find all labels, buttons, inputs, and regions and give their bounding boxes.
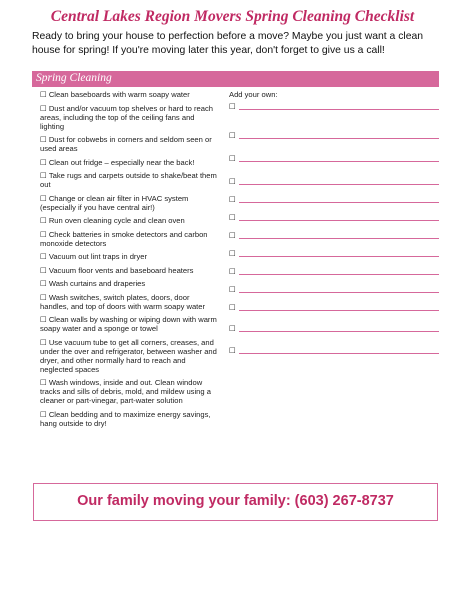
add-your-own-label: Add your own: <box>229 90 278 99</box>
checklist-item <box>40 410 218 428</box>
checkbox-icon[interactable]: ☐ <box>229 346 236 355</box>
checklist-item <box>40 158 218 167</box>
add-your-own-line[interactable] <box>229 131 439 140</box>
checklist-item <box>40 378 218 405</box>
write-in-rule <box>239 331 439 332</box>
intro-paragraph: Ready to bring your house to perfection before a move? Maybe you just want a clean house for spring! If you're moving later this year, don't forget to give us a call! <box>32 31 424 56</box>
checkbox-icon[interactable]: ☐ <box>40 103 47 113</box>
checklist-item <box>40 104 218 131</box>
checklist-item <box>40 279 218 288</box>
checklist-item-text: Wash windows, inside and out. Clean window tracks and sills of debris, mold, and mildew using a cleaner or part-vinegar, part-water solution <box>40 378 211 405</box>
checklist-item <box>40 194 218 212</box>
write-in-rule <box>239 310 439 311</box>
footer-box <box>33 483 438 521</box>
checklist-item-text: Wash curtains and draperies <box>48 279 146 288</box>
checkbox-icon[interactable]: ☐ <box>229 177 236 186</box>
add-your-own-line[interactable] <box>229 285 439 294</box>
checkbox-icon[interactable]: ☐ <box>229 102 236 111</box>
checkbox-icon[interactable]: ☐ <box>229 131 236 140</box>
add-your-own-line[interactable] <box>229 154 439 163</box>
write-in-rule <box>239 184 439 185</box>
checklist-item-text: Clean baseboards with warm soapy water <box>48 90 190 99</box>
checklist-item-text: Clean bedding and to maximize energy savings, hang outside to dry! <box>40 409 211 428</box>
checkbox-icon[interactable]: ☐ <box>40 252 47 261</box>
checklist-item <box>40 293 218 311</box>
checklist-item <box>40 171 218 189</box>
checkbox-icon[interactable]: ☐ <box>40 157 47 167</box>
checklist-item-text: Dust and/or vacuum top shelves or hard to reach areas, including the top of the ceiling fans and lighting <box>40 103 214 131</box>
checkbox-icon[interactable]: ☐ <box>40 337 47 347</box>
write-in-rule <box>239 292 439 293</box>
add-your-own-line[interactable] <box>229 231 439 240</box>
checkbox-icon[interactable]: ☐ <box>229 324 236 333</box>
add-your-own-line[interactable] <box>229 177 439 186</box>
write-in-rule <box>239 238 439 239</box>
add-your-own-line[interactable] <box>229 346 439 355</box>
checklist-item <box>40 266 218 275</box>
checklist-item-text: Wash switches, switch plates, doors, door handles, and top of doors with warm soapy water <box>40 292 206 311</box>
checkbox-icon[interactable]: ☐ <box>40 265 47 275</box>
checkbox-icon[interactable]: ☐ <box>40 135 47 144</box>
checkbox-icon[interactable]: ☐ <box>229 213 236 222</box>
write-in-rule <box>239 109 439 110</box>
checklist-item <box>40 230 218 248</box>
checkbox-icon[interactable]: ☐ <box>40 171 47 180</box>
checklist-item <box>40 216 218 225</box>
checkbox-icon[interactable]: ☐ <box>40 292 47 302</box>
add-your-own-line[interactable] <box>229 303 439 312</box>
footer-phone-text: Our family moving your family: (603) 267-8737 <box>77 493 394 509</box>
checkbox-icon[interactable]: ☐ <box>40 409 47 419</box>
section-label: Spring Cleaning <box>36 72 112 84</box>
checkbox-icon[interactable]: ☐ <box>229 195 236 204</box>
checkbox-icon[interactable]: ☐ <box>40 90 47 99</box>
checkbox-icon[interactable]: ☐ <box>229 285 236 294</box>
checkbox-icon[interactable]: ☐ <box>40 193 47 203</box>
checklist-item <box>40 90 218 99</box>
checklist-item <box>40 338 218 374</box>
checklist-item-text: Change or clean air filter in HVAC system (especially if you have central air!) <box>40 193 189 212</box>
add-your-own-line[interactable] <box>229 102 439 111</box>
checkbox-icon[interactable]: ☐ <box>229 267 236 276</box>
add-your-own-line[interactable] <box>229 249 439 258</box>
checkbox-icon[interactable]: ☐ <box>229 249 236 258</box>
checkbox-icon[interactable]: ☐ <box>40 216 47 225</box>
write-in-rule <box>239 138 439 139</box>
write-in-rule <box>239 202 439 203</box>
checklist <box>40 90 218 432</box>
checkbox-icon[interactable]: ☐ <box>40 229 47 239</box>
checklist-item-text: Use vacuum tube to get all corners, creases, and under the over and refrigerator, between washer and dryer, and other normally hard to reach and neglected spaces <box>40 337 217 374</box>
checklist-item-text: Dust for cobwebs in corners and seldom seen or used areas <box>40 135 212 153</box>
checklist-item-text: Check batteries in smoke detectors and carbon monoxide detectors <box>40 229 208 248</box>
add-your-own-line[interactable] <box>229 267 439 276</box>
write-in-rule <box>239 353 439 354</box>
write-in-rule <box>239 161 439 162</box>
checklist-item-text: Vacuum out lint traps in dryer <box>48 252 148 261</box>
checklist-item-text: Take rugs and carpets outside to shake/beat them out <box>40 171 217 189</box>
add-your-own-line[interactable] <box>229 213 439 222</box>
checkbox-icon[interactable]: ☐ <box>229 154 236 163</box>
page-title: Central Lakes Region Movers Spring Cleaning Checklist <box>50 8 415 25</box>
checklist-item-text: Clean walls by washing or wiping down with warm soapy water and a sponge or towel <box>40 315 217 333</box>
add-your-own-line[interactable] <box>229 195 439 204</box>
write-in-rule <box>239 274 439 275</box>
add-your-own-line[interactable] <box>229 324 439 333</box>
checkbox-icon[interactable]: ☐ <box>40 315 47 324</box>
section-header-bar <box>32 71 439 87</box>
checklist-item <box>40 315 218 333</box>
checkbox-icon[interactable]: ☐ <box>40 378 47 387</box>
checklist-item <box>40 135 218 153</box>
checklist-item-text: Run oven cleaning cycle and clean oven <box>48 216 185 225</box>
checklist-item-text: Vacuum floor vents and baseboard heaters <box>48 265 194 275</box>
checkbox-icon[interactable]: ☐ <box>229 231 236 240</box>
write-in-rule <box>239 256 439 257</box>
write-in-rule <box>239 220 439 221</box>
checklist-item <box>40 252 218 261</box>
checkbox-icon[interactable]: ☐ <box>40 279 47 288</box>
checklist-item-text: Clean out fridge – especially near the back! <box>48 157 195 167</box>
checkbox-icon[interactable]: ☐ <box>229 303 236 312</box>
